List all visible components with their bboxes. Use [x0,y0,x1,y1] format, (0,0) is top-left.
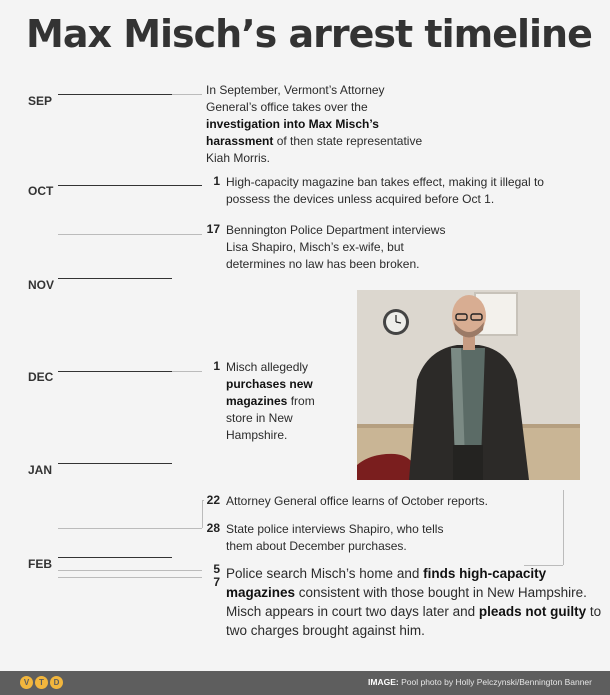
connector-feb22 [202,500,204,501]
event-feb5-highlight-1: finds high-capacity magazines [226,566,547,600]
logo-letter-v: V [20,676,33,689]
month-label-dec: DEC [28,370,54,384]
event-feb5-7-text [226,564,610,640]
courtroom-photo-illustration [357,290,580,480]
image-credit-label: IMAGE: [368,677,399,687]
page-title: Max Misch’s arrest timeline [26,12,592,56]
event-dec1-text [226,359,331,444]
event-feb28-day: 28 [206,521,220,535]
courtroom-photo [357,290,580,480]
event-sep [206,82,436,167]
footer-bar [0,671,610,695]
event-feb28-text: State police interviews Shapiro, who tells them about December purchases. [226,522,444,553]
event-dec1-day: 1 [213,359,220,373]
event-oct1-text: High-capacity magazine ban takes effect, making it illegal to possess the devices unless acquired before Oct 1. [226,175,544,206]
event-oct17-text: Bennington Police Department interviews Lisa Shapiro, Misch’s ex-wife, but determines no law has been broken. [226,223,446,271]
connector-feb5 [58,570,202,571]
connector-feb7 [58,577,202,578]
event-feb5-highlight-2: pleads not guilty [478,604,587,619]
connector-oct17 [58,234,202,235]
vtd-logo [20,676,63,689]
event-oct1-day: 1 [213,174,220,188]
event-sep-text-2: of then state representative Kiah Morris. [206,134,423,165]
connector-dec1 [172,371,202,372]
month-label-sep: SEP [28,94,53,108]
image-credit-text: Pool photo by Holly Pelczynski/Bennington Banner [398,677,592,687]
event-dec1-text-1: Misch allegedly [226,360,309,374]
event-oct17-day: 17 [206,222,220,236]
connector-sep [172,94,202,95]
event-feb5-text-1: Police search Misch’s home and [226,566,424,581]
event-dec1-text-2: from store in New Hampshire. [226,394,315,442]
month-label-jan: JAN [28,463,53,477]
connector-feb22-vertical [202,500,203,528]
event-feb7-day: 7 [213,575,220,589]
event-feb22-text: Attorney General office learns of October reports. [226,494,488,508]
event-dec1-highlight: purchases new magazines [226,377,313,408]
logo-letter-t: T [35,676,48,689]
event-sep-text-1: In September, Vermont’s Attorney General’s office takes over the [206,83,385,114]
month-line-oct [58,185,202,186]
event-feb5-day: 5 [213,562,220,576]
month-line-jan [58,463,172,464]
month-line-dec [58,371,172,372]
event-feb5-text-2: consistent with those bought in New Hampshire. Misch appears in court two days later and [226,585,587,619]
event-feb5-text-3: to two charges brought against him. [226,604,602,638]
image-credit [368,677,592,687]
connector-feb28 [58,528,202,529]
photo-bracket-vertical [563,490,564,565]
month-line-nov [58,278,172,279]
month-label-feb: FEB [28,557,52,571]
event-feb22-day: 22 [206,493,220,507]
logo-letter-d: D [50,676,63,689]
event-sep-highlight: investigation into Max Misch’s harassment [206,117,379,148]
month-line-sep [58,94,172,95]
month-line-feb [58,557,172,558]
month-label-oct: OCT [28,184,54,198]
month-label-nov: NOV [28,278,55,292]
